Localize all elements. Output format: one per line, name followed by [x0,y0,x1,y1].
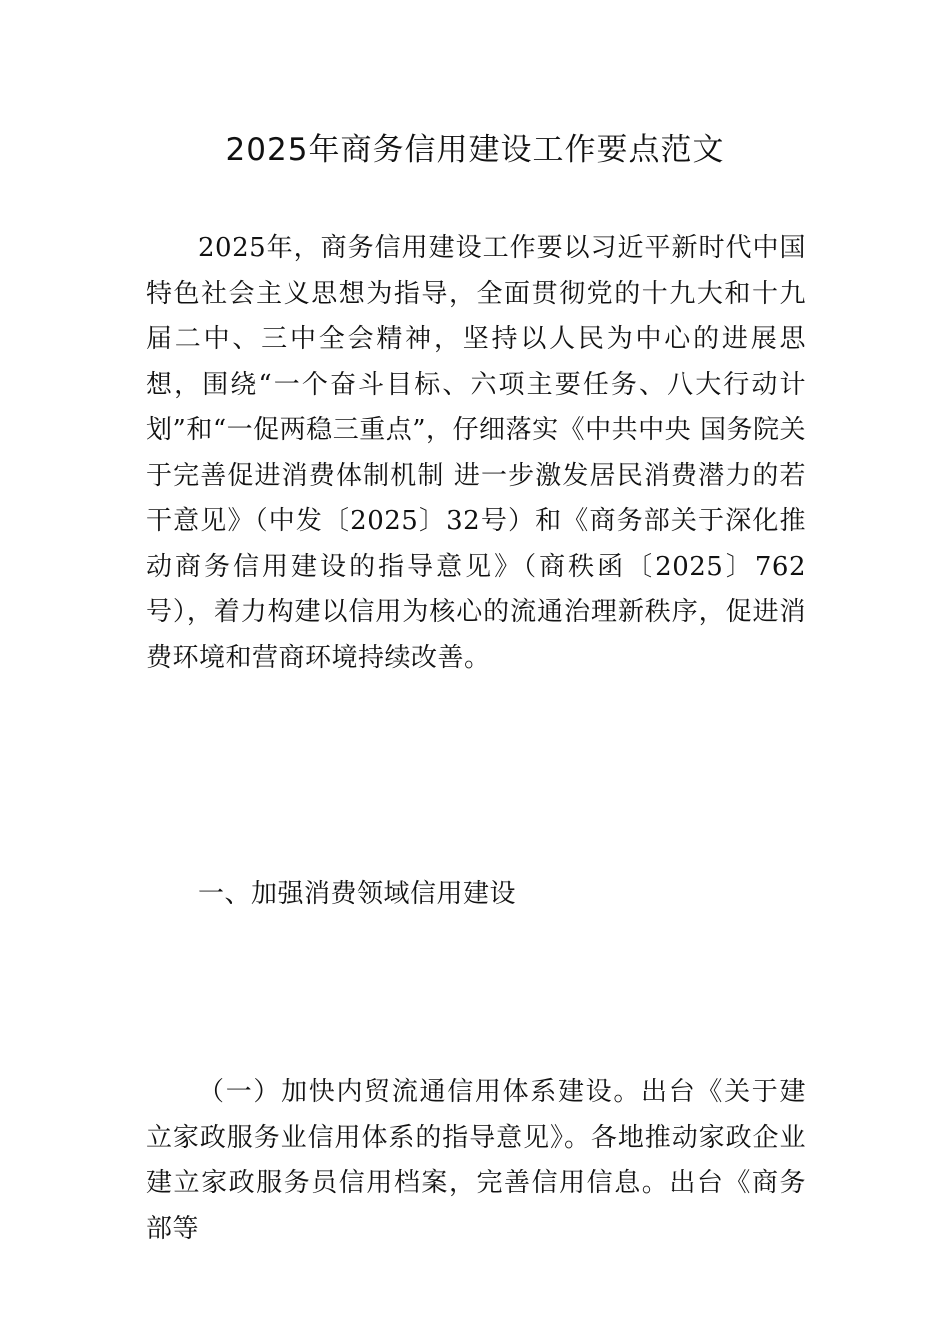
document-title: 2025年商务信用建设工作要点范文 [225,132,725,168]
section-heading: 一、加强消费领域信用建设 [198,879,517,909]
section-paragraph: （一）加快内贸流通信用体系建设。出台《关于建立家政服务业信用体系的指导意见》。各地推动家政企业建立家政服务员信用档案，完善信用信息。出台《商务部等 [146,1077,806,1244]
intro-paragraph: 2025年，商务信用建设工作要以习近平新时代中国特色社会主义思想为指导，全面贯彻党的十九大和十九届二中、三中全会精神，坚持以人民为中心的进展思想，围绕“一个奋斗目标、六项主要任务、八大行动计划”和“一促两稳三重点”，仔细落实《中共中央 国务院关于完善促进消费体制机制 进一步激发居民消费潜力的若干意见》（中发〔2025〕32号）和《商务部关于深化推动商务信用建设的指导意见》（商秩函〔2025〕762号），着力构建以信用为核心的流通治理新秩序，促进消费环境和营商环境持续改善。 [146,233,806,673]
